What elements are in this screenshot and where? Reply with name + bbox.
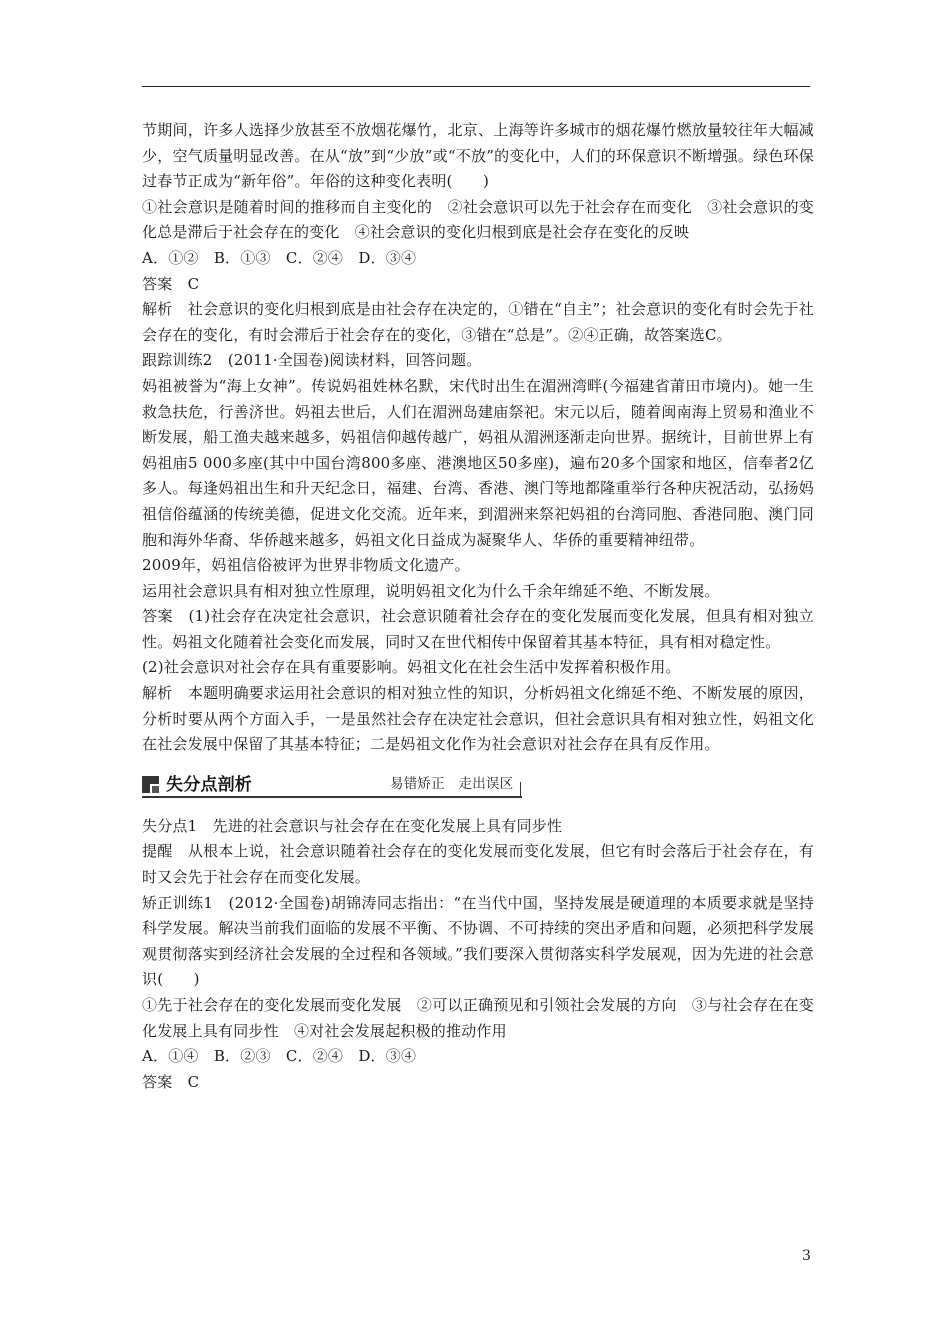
error-point-heading: 失分点1 先进的社会意识与社会存在在变化发展上具有同步性 — [142, 816, 563, 835]
page-content — [142, 118, 814, 1095]
exercise-heading: 跟踪训练2 (2011·全国卷)阅读材料，回答问题。 — [142, 351, 482, 370]
section-underline — [142, 796, 522, 798]
explanation: 解析 社会意识的变化归根到底是由社会存在决定的，①错在“自主”；社会意识的变化有时会先于社会存在的变化，有时会滞后于社会存在的变化，③错在“总是”。②④正确，故答案选C。 — [142, 300, 814, 344]
question-stem-text: 节期间，许多人选择少放甚至不放烟花爆竹，北京、上海等许多城市的烟花爆竹燃放量较往年大幅减少，空气质量明显改善。在从“放”到“少放”或“不放”的变化中，人们的环保意识不断增强。绿色环保过春节正成为“新年俗”。年俗的这种变化表明( ) — [142, 121, 814, 191]
correction-exercise: 矫正训练1 (2012·全国卷)胡锦涛同志指出：“在当代中国，坚持发展是硬道理的本质要求就是坚持科学发展。解决当前我们面临的发展不平衡、不协调、不可持续的突出矛盾和问题，必须把科学发展观贯彻落实到经济社会发展的全过程和各领域。”我们要深入贯彻落实科学发展观，因为先进的社会意识( ) — [142, 893, 814, 989]
page-number: 3 — [802, 1248, 811, 1264]
answer-choices: A．①② B．①③ C．②④ D．③④ — [142, 248, 417, 267]
explanation-2: 解析 本题明确要求运用社会意识的相对独立性的知识，分析妈祖文化绵延不绝、不断发展的原因，分析时要从两个方面入手，一是虽然社会存在决定社会意识，但社会意识具有相对独立性，妈祖文化在社会发展中保留了其基本特征；二是妈祖文化作为社会意识对社会存在具有反作用。 — [142, 684, 814, 754]
question-options-text: ①社会意识是随着时间的推移而自主变化的 ②社会意识可以先于社会存在而变化 ③社会意识的变化总是滞后于社会存在的变化 ④社会意识的变化归根到底是社会存在变化的反映 — [142, 197, 814, 242]
section-header — [142, 772, 814, 800]
section-subtitle: 易错矫正 走出误区 — [390, 775, 514, 792]
section-square-icon — [142, 776, 159, 793]
answer-2: 答案 C — [142, 1072, 200, 1091]
answer-choices-2: A．①④ B．②③ C．②④ D．③④ — [142, 1047, 417, 1066]
correction-options-text: ①先于社会存在的变化发展而变化发展 ②可以正确预见和引领社会发展的方向 ③与社会存在在变化发展上具有同步性 ④对社会发展起积极的推动作用 — [142, 996, 814, 1040]
reminder: 提醒 从根本上说，社会意识随着社会存在的变化发展而变化发展，但它有时会落后于社会存在，有时又会先于社会存在而变化发展。 — [142, 842, 814, 887]
section-title: 失分点剖析 — [166, 774, 252, 795]
answer: 答案 C — [142, 274, 200, 293]
material-paragraph: 妈祖被誉为“海上女神”。传说妈祖姓林名默，宋代时出生在湄洲湾畔(今福建省莆田市境内)。她一生救急扶危，行善济世。妈祖去世后，人们在湄洲岛建庙祭祀。宋元以后，随着闽南海上贸易和渔业不断发展，船工渔夫越来越多，妈祖信仰越传越广，妈祖从湄洲逐渐走向世界。据统计，目前世界上有妈祖庙5 000多座(其中中国台湾800多座、港澳地区50多座)，遍布20多个国家和地区，信奉者2亿多人。每逢妈祖出生和升天纪念日，福建、台湾、香港、澳门等地都隆重举行各种庆祝活动，弘扬妈祖信俗蕴涵的传统美德，促进文化交流。近年来，到湄洲来祭祀妈祖的台湾同胞、香港同胞、澳门同胞和海外华裔、华侨越来越多，妈祖文化日益成为凝聚华人、华侨的重要精神纽带。 — [142, 376, 814, 549]
answer-part-2: (2)社会意识对社会存在具有重要影响。妈祖文化在社会生活中发挥着积极作用。 — [142, 658, 681, 677]
section-end-tick — [520, 782, 521, 797]
answer-part-1: 答案 (1)社会存在决定社会意识，社会意识随着社会存在的变化发展而变化发展，但具有相对独立性。妈祖文化随着社会变化而发展，同时又在世代相传中保留着其基本特征，具有相对稳定性。 — [142, 607, 814, 651]
material-paragraph-2: 2009年，妈祖信俗被评为世界非物质文化遗产。 — [142, 556, 470, 575]
question-prompt: 运用社会意识具有相对独立性原理，说明妈祖文化为什么千余年绵延不绝、不断发展。 — [142, 581, 720, 600]
header-rule — [142, 86, 810, 87]
